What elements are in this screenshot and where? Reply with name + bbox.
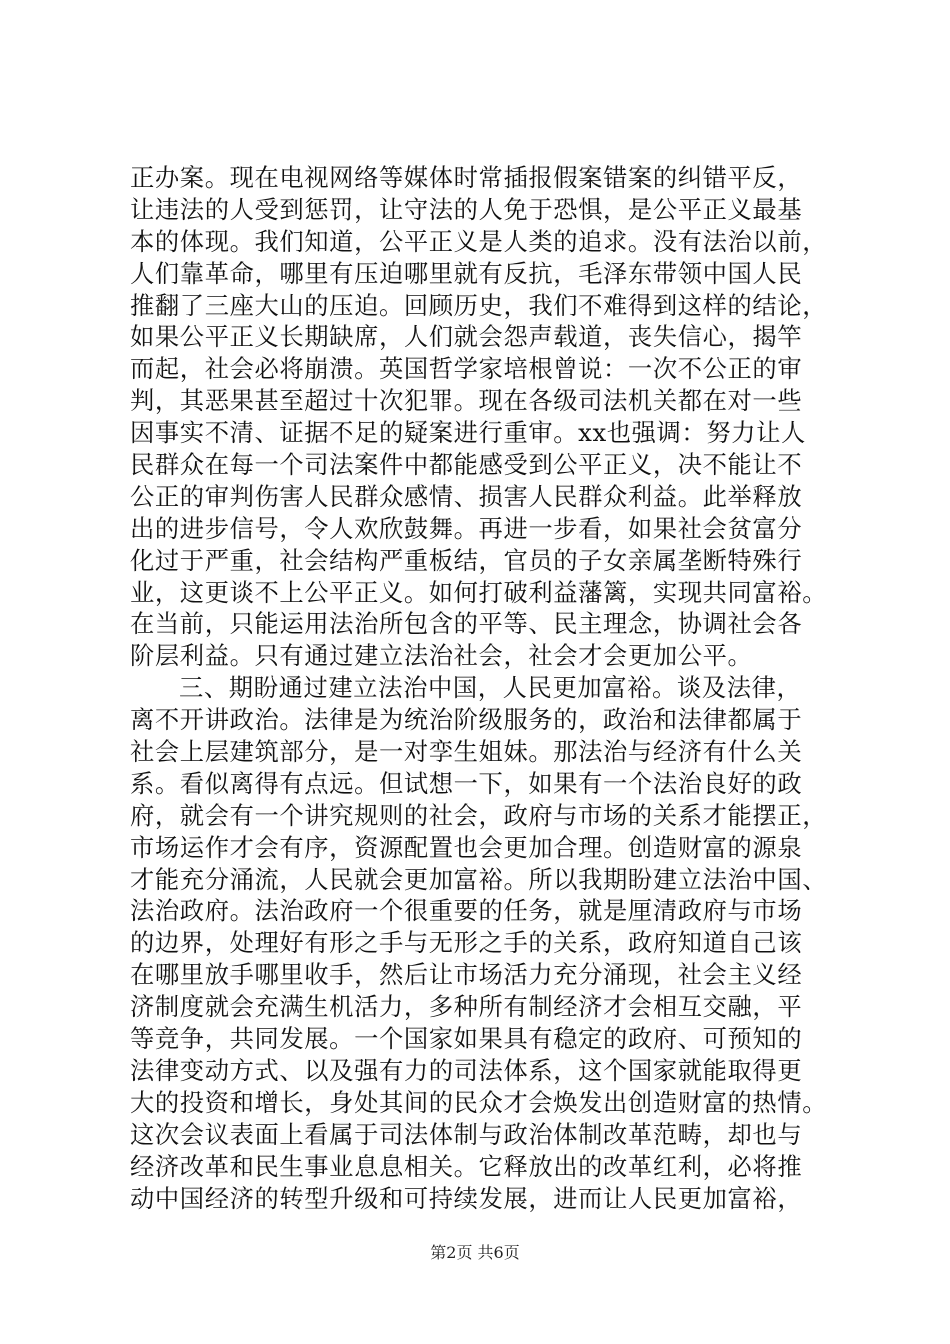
- text-line: 在当前，只能运用法治所包含的平等、民主理念，协调社会各: [130, 609, 803, 639]
- text-line: 让违法的人受到惩罚，让守法的人免于恐惧，是公平正义最基: [130, 194, 803, 224]
- text-line: 离不开讲政治。法律是为统治阶级服务的，政治和法律都属于: [130, 705, 803, 735]
- text-line: 府，就会有一个讲究规则的社会，政府与市场的关系才能摆正，: [130, 800, 828, 830]
- text-line: 推翻了三座大山的压迫。回顾历史，我们不难得到这样的结论，: [130, 290, 828, 320]
- text-line: 法治政府。法治政府一个很重要的任务，就是厘清政府与市场: [130, 896, 803, 926]
- text-line: 法律变动方式、以及强有力的司法体系，这个国家就能取得更: [130, 1055, 803, 1085]
- text-line: 民群众在每一个司法案件中都能感受到公平正义，决不能让不: [130, 450, 803, 480]
- body-text: [130, 162, 850, 1214]
- text-line: 系。看似离得有点远。但试想一下，如果有一个法治良好的政: [130, 768, 803, 798]
- text-line: 市场运作才会有序，资源配置也会更加合理。创造财富的源泉: [130, 832, 803, 862]
- text-line: 社会上层建筑部分，是一对孪生姐妹。那法治与经济有什么关: [130, 737, 803, 767]
- text-line: 这次会议表面上看属于司法体制与政治体制改革范畴，却也与: [130, 1119, 803, 1149]
- text-line: 经济改革和民生事业息息相关。它释放出的改革红利，必将推: [130, 1151, 803, 1181]
- text-line: 化过于严重，社会结构严重板结，官员的子女亲属垄断特殊行: [130, 545, 803, 575]
- text-line: 如果公平正义长期缺席，人们就会怨声载道，丧失信心，揭竿: [130, 322, 803, 352]
- text-line: 判，其恶果甚至超过十次犯罪。现在各级司法机关都在对一些: [130, 386, 803, 416]
- text-line: 三、期盼通过建立法治中国，人民更加富裕。谈及法律，: [179, 673, 802, 703]
- text-line: 公正的审判伤害人民群众感情、损害人民群众利益。此举释放: [130, 481, 803, 511]
- text-line: 人们靠革命，哪里有压迫哪里就有反抗，毛泽东带领中国人民: [130, 258, 803, 288]
- text-line: 在哪里放手哪里收手，然后让市场活力充分涌现，社会主义经: [130, 960, 803, 990]
- text-line: 济制度就会充满生机活力，多种所有制经济才会相互交融，平: [130, 992, 803, 1022]
- text-line: 而起，社会必将崩溃。英国哲学家培根曾说：一次不公正的审: [130, 354, 803, 384]
- text-line: 等竞争，共同发展。一个国家如果具有稳定的政府、可预知的: [130, 1024, 803, 1054]
- text-line: 因事实不清、证据不足的疑案进行重审。xx也强调：努力让人: [130, 418, 806, 448]
- text-line: 业，这更谈不上公平正义。如何打破利益藩篱，实现共同富裕。: [130, 577, 828, 607]
- text-line: 大的投资和增长，身处其间的民众才会焕发出创造财富的热情。: [130, 1087, 828, 1117]
- text-line: 出的进步信号，令人欢欣鼓舞。再进一步看，如果社会贫富分: [130, 513, 803, 543]
- text-line: 本的体现。我们知道，公平正义是人类的追求。没有法治以前，: [130, 226, 828, 256]
- text-line: 才能充分涌流，人民就会更加富裕。所以我期盼建立法治中国、: [130, 864, 828, 894]
- text-line: 正办案。现在电视网络等媒体时常插报假案错案的纠错平反，: [130, 163, 803, 192]
- text-line: 动中国经济的转型升级和可持续发展，进而让人民更加富裕，: [130, 1183, 803, 1213]
- page-footer: 第2页 共6页: [430, 1243, 520, 1262]
- text-line: 的边界，处理好有形之手与无形之手的关系，政府知道自己该: [130, 928, 803, 958]
- text-line: 阶层利益。只有通过建立法治社会，社会才会更加公平。: [130, 641, 753, 671]
